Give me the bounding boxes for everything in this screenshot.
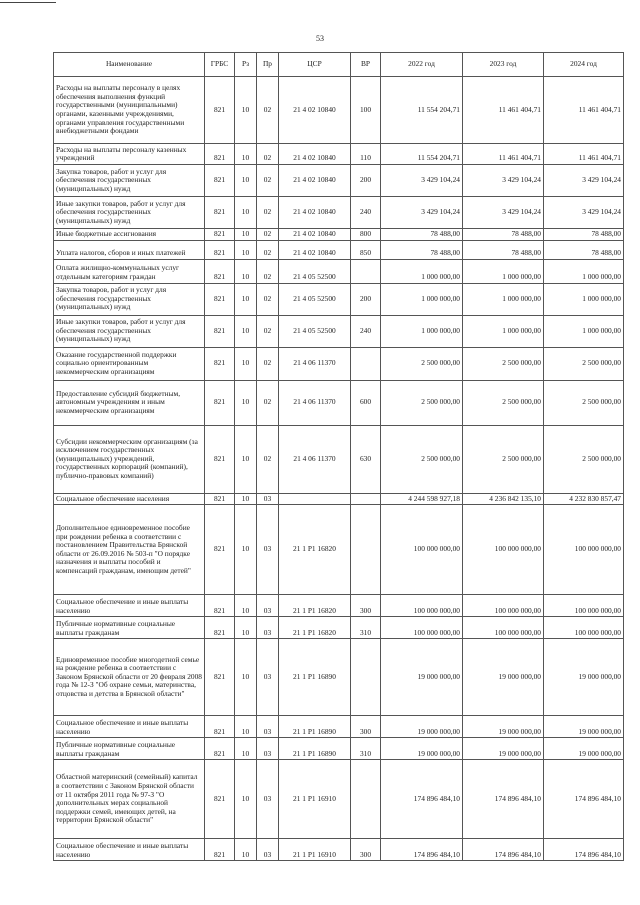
row-2022: 4 244 598 927,18	[381, 493, 463, 505]
row-csr: 21 4 06 11370	[279, 425, 351, 493]
page-number: 53	[316, 34, 324, 43]
row-2022: 11 554 204,71	[381, 144, 463, 165]
row-name: Оплата жилищно-коммунальных услуг отдельным категориям граждан	[54, 259, 205, 283]
row-2022: 19 000 000,00	[381, 738, 463, 760]
row-2022: 78 488,00	[381, 229, 463, 241]
row-vr: 300	[351, 716, 381, 738]
row-pr: 02	[257, 425, 279, 493]
table-row	[54, 505, 624, 595]
table-row	[54, 197, 624, 229]
row-rz: 10	[235, 595, 257, 617]
table-row	[54, 259, 624, 283]
row-csr: 21 4 06 11370	[279, 347, 351, 380]
row-rz: 10	[235, 197, 257, 229]
row-rz: 10	[235, 760, 257, 839]
row-csr: 21 4 02 10840	[279, 197, 351, 229]
row-2023: 100 000 000,00	[463, 505, 544, 595]
row-pr: 02	[257, 77, 279, 144]
row-name: Социальное обеспечение и иные выплаты населению	[54, 716, 205, 738]
row-name: Закупка товаров, работ и услуг для обеспечения государственных (муниципальных) нужд	[54, 165, 205, 197]
row-rz: 10	[235, 347, 257, 380]
table-row	[54, 144, 624, 165]
row-2022: 1 000 000,00	[381, 283, 463, 315]
row-grbs: 821	[205, 283, 235, 315]
row-pr: 02	[257, 259, 279, 283]
row-pr: 03	[257, 595, 279, 617]
row-2022: 100 000 000,00	[381, 617, 463, 639]
row-name: Расходы на выплаты персоналу в целях обеспечения выполнения функций государственными (муниципальными) органами, казенными учреждениями, органами управления государственными внебюджетными фондами	[54, 77, 205, 144]
row-vr: 200	[351, 283, 381, 315]
row-vr: 630	[351, 425, 381, 493]
row-name: Дополнительное единовременное пособие при рождении ребенка в соответствии с постановлением Правительства Брянской области от 26.09.2016 № 503-п "О порядке назначения и выплаты пособий и компенсаций гражданам, имеющим детей"	[54, 505, 205, 595]
row-csr: 21 4 02 10840	[279, 229, 351, 241]
row-vr: 600	[351, 380, 381, 425]
table-row	[54, 738, 624, 760]
row-2024: 1 000 000,00	[544, 259, 624, 283]
table-row	[54, 595, 624, 617]
header-name: Наименование	[54, 53, 205, 77]
row-2023: 174 896 484,10	[463, 760, 544, 839]
row-2024: 100 000 000,00	[544, 595, 624, 617]
row-csr: 21 4 05 52500	[279, 315, 351, 347]
row-rz: 10	[235, 839, 257, 861]
table-row	[54, 315, 624, 347]
row-csr: 21 4 02 10840	[279, 240, 351, 259]
row-vr	[351, 505, 381, 595]
row-name: Социальное обеспечение и иные выплаты населению	[54, 595, 205, 617]
row-csr	[279, 493, 351, 505]
row-csr: 21 1 P1 16890	[279, 716, 351, 738]
row-vr	[351, 259, 381, 283]
row-2024: 2 500 000,00	[544, 425, 624, 493]
row-grbs: 821	[205, 197, 235, 229]
table-body	[54, 77, 624, 861]
row-grbs: 821	[205, 617, 235, 639]
row-rz: 10	[235, 144, 257, 165]
row-rz: 10	[235, 716, 257, 738]
row-2022: 19 000 000,00	[381, 716, 463, 738]
row-name: Оказание государственной поддержки социально ориентированным некоммерческим организациям	[54, 347, 205, 380]
row-2024: 2 500 000,00	[544, 347, 624, 380]
row-2023: 2 500 000,00	[463, 425, 544, 493]
row-2024: 4 232 830 857,47	[544, 493, 624, 505]
header-2022: 2022 год	[381, 53, 463, 77]
row-vr: 310	[351, 617, 381, 639]
header-grbs: ГРБС	[205, 53, 235, 77]
row-vr: 300	[351, 839, 381, 861]
row-pr: 02	[257, 240, 279, 259]
row-2022: 1 000 000,00	[381, 259, 463, 283]
row-2022: 19 000 000,00	[381, 639, 463, 716]
row-name: Социальное обеспечение и иные выплаты населению	[54, 839, 205, 861]
table-row	[54, 240, 624, 259]
row-name: Публичные нормативные социальные выплаты гражданам	[54, 738, 205, 760]
row-name: Единовременное пособие многодетной семье на рождение ребенка в соответствии с Законом Брянской области от 20 февраля 2008 года № 12-З "Об охране семьи, материнства, отцовства и детства в Брянской области"	[54, 639, 205, 716]
row-name: Предоставление субсидий бюджетным, автономным учреждениям и иным некоммерческим организациям	[54, 380, 205, 425]
row-grbs: 821	[205, 493, 235, 505]
row-pr: 03	[257, 639, 279, 716]
row-rz: 10	[235, 229, 257, 241]
row-2022: 174 896 484,10	[381, 760, 463, 839]
row-csr: 21 1 P1 16890	[279, 738, 351, 760]
row-grbs: 821	[205, 229, 235, 241]
row-2023: 100 000 000,00	[463, 595, 544, 617]
row-csr: 21 4 02 10840	[279, 77, 351, 144]
row-vr: 240	[351, 315, 381, 347]
row-2023: 11 461 404,71	[463, 144, 544, 165]
row-2024: 78 488,00	[544, 229, 624, 241]
budget-table	[53, 52, 624, 861]
row-2024: 2 500 000,00	[544, 380, 624, 425]
row-name: Областной материнский (семейный) капитал в соответствии с Законом Брянской области от 11 октября 2011 года № 97-З "О дополнительных мерах социальной поддержки семей, имеющих детей, на территории Брянской области"	[54, 760, 205, 839]
row-vr	[351, 760, 381, 839]
table-header-row	[54, 53, 624, 77]
row-csr: 21 1 P1 16820	[279, 505, 351, 595]
row-vr: 100	[351, 77, 381, 144]
row-grbs: 821	[205, 639, 235, 716]
table-row	[54, 347, 624, 380]
row-2024: 100 000 000,00	[544, 505, 624, 595]
row-2023: 19 000 000,00	[463, 716, 544, 738]
row-vr: 300	[351, 595, 381, 617]
row-2023: 3 429 104,24	[463, 165, 544, 197]
row-2024: 3 429 104,24	[544, 165, 624, 197]
row-rz: 10	[235, 165, 257, 197]
row-name: Социальное обеспечение населения	[54, 493, 205, 505]
row-grbs: 821	[205, 839, 235, 861]
row-2022: 3 429 104,24	[381, 197, 463, 229]
row-grbs: 821	[205, 380, 235, 425]
row-2023: 3 429 104,24	[463, 197, 544, 229]
row-2022: 2 500 000,00	[381, 425, 463, 493]
table-row	[54, 380, 624, 425]
row-rz: 10	[235, 738, 257, 760]
row-grbs: 821	[205, 240, 235, 259]
row-2024: 174 896 484,10	[544, 839, 624, 861]
row-2023: 4 236 842 135,10	[463, 493, 544, 505]
row-2022: 78 488,00	[381, 240, 463, 259]
row-name: Закупка товаров, работ и услуг для обеспечения государственных (муниципальных) нужд	[54, 283, 205, 315]
row-2024: 174 896 484,10	[544, 760, 624, 839]
row-csr: 21 1 P1 16910	[279, 760, 351, 839]
row-vr	[351, 347, 381, 380]
row-name: Иные бюджетные ассигнования	[54, 229, 205, 241]
header-rz: Рз	[235, 53, 257, 77]
row-pr: 03	[257, 716, 279, 738]
row-vr: 200	[351, 165, 381, 197]
row-pr: 03	[257, 617, 279, 639]
row-2022: 3 429 104,24	[381, 165, 463, 197]
row-name: Расходы на выплаты персоналу казенных учреждений	[54, 144, 205, 165]
row-csr: 21 1 P1 16820	[279, 617, 351, 639]
row-csr: 21 4 02 10840	[279, 165, 351, 197]
table-row	[54, 639, 624, 716]
row-2023: 19 000 000,00	[463, 738, 544, 760]
row-grbs: 821	[205, 425, 235, 493]
header-pr: Пр	[257, 53, 279, 77]
row-pr: 02	[257, 347, 279, 380]
row-2022: 2 500 000,00	[381, 380, 463, 425]
row-rz: 10	[235, 425, 257, 493]
row-grbs: 821	[205, 760, 235, 839]
row-pr: 02	[257, 144, 279, 165]
row-grbs: 821	[205, 259, 235, 283]
row-2023: 78 488,00	[463, 240, 544, 259]
header-2023: 2023 год	[463, 53, 544, 77]
row-vr	[351, 639, 381, 716]
row-csr: 21 1 P1 16820	[279, 595, 351, 617]
header-csr: ЦСР	[279, 53, 351, 77]
row-vr: 310	[351, 738, 381, 760]
table-row	[54, 229, 624, 241]
row-rz: 10	[235, 639, 257, 716]
row-2024: 78 488,00	[544, 240, 624, 259]
row-rz: 10	[235, 240, 257, 259]
header-2024: 2024 год	[544, 53, 624, 77]
row-grbs: 821	[205, 165, 235, 197]
row-2024: 100 000 000,00	[544, 617, 624, 639]
row-2022: 100 000 000,00	[381, 595, 463, 617]
row-name: Уплата налогов, сборов и иных платежей	[54, 240, 205, 259]
row-2024: 11 461 404,71	[544, 77, 624, 144]
row-2023: 1 000 000,00	[463, 283, 544, 315]
row-2023: 1 000 000,00	[463, 259, 544, 283]
row-2022: 100 000 000,00	[381, 505, 463, 595]
table-row	[54, 77, 624, 144]
row-csr: 21 1 P1 16910	[279, 839, 351, 861]
row-pr: 03	[257, 505, 279, 595]
row-2024: 19 000 000,00	[544, 639, 624, 716]
row-rz: 10	[235, 283, 257, 315]
row-grbs: 821	[205, 505, 235, 595]
row-grbs: 821	[205, 716, 235, 738]
table-row	[54, 425, 624, 493]
row-rz: 10	[235, 380, 257, 425]
row-2022: 11 554 204,71	[381, 77, 463, 144]
row-rz: 10	[235, 617, 257, 639]
row-2024: 11 461 404,71	[544, 144, 624, 165]
row-grbs: 821	[205, 144, 235, 165]
row-2023: 78 488,00	[463, 229, 544, 241]
row-csr: 21 4 06 11370	[279, 380, 351, 425]
row-2022: 1 000 000,00	[381, 315, 463, 347]
row-vr: 110	[351, 144, 381, 165]
row-vr: 240	[351, 197, 381, 229]
row-pr: 03	[257, 738, 279, 760]
row-csr: 21 4 02 10840	[279, 144, 351, 165]
row-csr: 21 4 05 52500	[279, 283, 351, 315]
row-rz: 10	[235, 315, 257, 347]
row-csr: 21 1 P1 16890	[279, 639, 351, 716]
row-rz: 10	[235, 505, 257, 595]
table-row	[54, 493, 624, 505]
row-2024: 1 000 000,00	[544, 283, 624, 315]
row-vr	[351, 493, 381, 505]
row-pr: 02	[257, 380, 279, 425]
row-pr: 03	[257, 493, 279, 505]
row-2024: 3 429 104,24	[544, 197, 624, 229]
table-row	[54, 617, 624, 639]
row-name: Субсидии некоммерческим организациям (за исключением государственных (муниципальных) учреждений, государственных корпораций (компаний), публично-правовых компаний)	[54, 425, 205, 493]
row-grbs: 821	[205, 347, 235, 380]
row-vr: 850	[351, 240, 381, 259]
row-2023: 100 000 000,00	[463, 617, 544, 639]
row-2024: 1 000 000,00	[544, 315, 624, 347]
row-name: Иные закупки товаров, работ и услуг для обеспечения государственных (муниципальных) нужд	[54, 315, 205, 347]
row-rz: 10	[235, 259, 257, 283]
row-name: Иные закупки товаров, работ и услуг для обеспечения государственных (муниципальных) нужд	[54, 197, 205, 229]
row-2024: 19 000 000,00	[544, 738, 624, 760]
row-vr: 800	[351, 229, 381, 241]
row-2023: 19 000 000,00	[463, 639, 544, 716]
row-2023: 2 500 000,00	[463, 347, 544, 380]
row-pr: 02	[257, 283, 279, 315]
row-grbs: 821	[205, 738, 235, 760]
row-2022: 2 500 000,00	[381, 347, 463, 380]
row-name: Публичные нормативные социальные выплаты гражданам	[54, 617, 205, 639]
row-2023: 1 000 000,00	[463, 315, 544, 347]
row-pr: 02	[257, 197, 279, 229]
table-row	[54, 760, 624, 839]
row-pr: 02	[257, 315, 279, 347]
row-rz: 10	[235, 77, 257, 144]
row-grbs: 821	[205, 77, 235, 144]
header-vr: ВР	[351, 53, 381, 77]
row-2023: 11 461 404,71	[463, 77, 544, 144]
row-2023: 2 500 000,00	[463, 380, 544, 425]
row-pr: 02	[257, 165, 279, 197]
row-pr: 03	[257, 760, 279, 839]
table-row	[54, 165, 624, 197]
header-rule	[0, 2, 56, 3]
row-csr: 21 4 05 52500	[279, 259, 351, 283]
row-pr: 02	[257, 229, 279, 241]
table-row	[54, 716, 624, 738]
row-2022: 174 896 484,10	[381, 839, 463, 861]
table-row	[54, 839, 624, 861]
row-rz: 10	[235, 493, 257, 505]
row-2023: 174 896 484,10	[463, 839, 544, 861]
table-row	[54, 283, 624, 315]
row-pr: 03	[257, 839, 279, 861]
row-grbs: 821	[205, 595, 235, 617]
row-2024: 19 000 000,00	[544, 716, 624, 738]
row-grbs: 821	[205, 315, 235, 347]
